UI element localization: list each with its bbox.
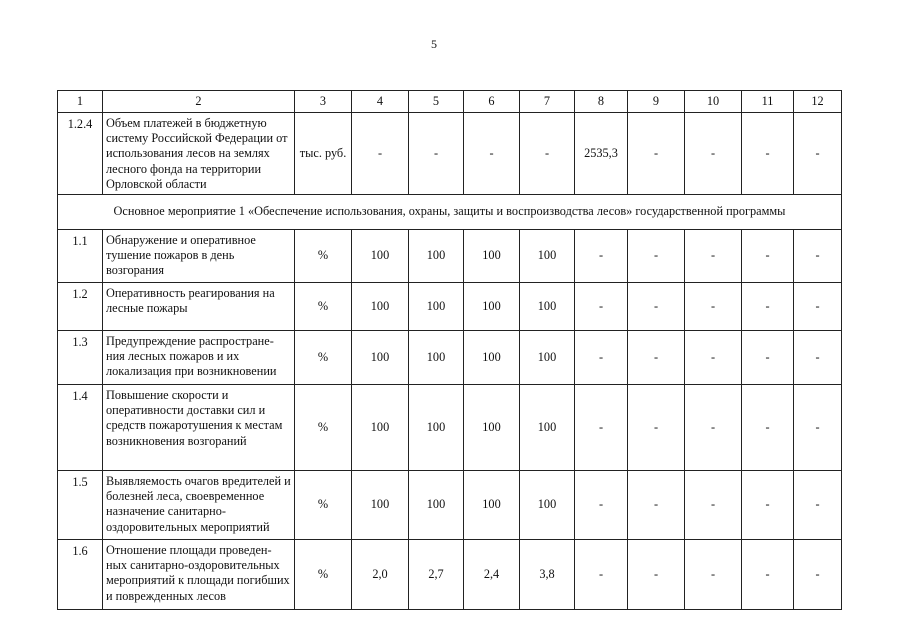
value-cell: 2,4 bbox=[464, 540, 520, 610]
value-cell: - bbox=[742, 471, 794, 540]
value-cell: - bbox=[742, 113, 794, 195]
page-number: 5 bbox=[431, 37, 437, 51]
value-cell: - bbox=[685, 283, 742, 331]
value-cell: - bbox=[464, 113, 520, 195]
value-cell: - bbox=[520, 113, 575, 195]
indicator-name: Объем платежей в бюджетную систему Российской Федерации от использования лесов на землях лесного фонда на территории Орловской области bbox=[103, 113, 295, 195]
column-header: 8 bbox=[575, 91, 628, 113]
value-cell: - bbox=[575, 283, 628, 331]
indicator-name: Предупреждение распростране-ния лесных пожаров и их локализация при возникновении bbox=[103, 331, 295, 385]
value-cell: - bbox=[794, 113, 842, 195]
column-header: 9 bbox=[628, 91, 685, 113]
unit-cell: % bbox=[295, 540, 352, 610]
value-cell: - bbox=[352, 113, 409, 195]
value-cell: 3,8 bbox=[520, 540, 575, 610]
indicator-name: Оперативность реагирования на лесные пожары bbox=[103, 283, 295, 331]
value-cell: 100 bbox=[352, 230, 409, 283]
value-cell: - bbox=[794, 471, 842, 540]
table-row bbox=[58, 331, 842, 385]
value-cell: - bbox=[685, 331, 742, 385]
table-row bbox=[58, 540, 842, 610]
indicator-name: Отношение площади проведен-ных санитарно-оздоровительных мероприятий к площади погибших и поврежденных лесов bbox=[103, 540, 295, 610]
value-cell: - bbox=[628, 283, 685, 331]
value-cell: 100 bbox=[464, 331, 520, 385]
value-cell: - bbox=[742, 540, 794, 610]
row-number: 1.2 bbox=[58, 283, 103, 331]
value-cell: - bbox=[794, 331, 842, 385]
value-cell: - bbox=[794, 283, 842, 331]
row-number: 1.1 bbox=[58, 230, 103, 283]
value-cell: - bbox=[685, 230, 742, 283]
table-row bbox=[58, 385, 842, 471]
value-cell: - bbox=[628, 331, 685, 385]
value-cell: - bbox=[794, 385, 842, 471]
row-number: 1.2.4 bbox=[58, 113, 103, 195]
value-cell: - bbox=[794, 540, 842, 610]
column-header: 10 bbox=[685, 91, 742, 113]
indicators-table bbox=[57, 90, 842, 610]
value-cell: - bbox=[628, 113, 685, 195]
value-cell: 100 bbox=[520, 385, 575, 471]
row-number: 1.5 bbox=[58, 471, 103, 540]
row-number: 1.3 bbox=[58, 331, 103, 385]
column-header: 1 bbox=[58, 91, 103, 113]
unit-cell: % bbox=[295, 331, 352, 385]
value-cell: - bbox=[742, 385, 794, 471]
value-cell: 100 bbox=[352, 283, 409, 331]
indicator-name: Выявляемость очагов вредителей и болезней леса, своевременное назначение санитарно-оздоровительных мероприятий bbox=[103, 471, 295, 540]
value-cell: 100 bbox=[520, 331, 575, 385]
unit-cell: % bbox=[295, 230, 352, 283]
value-cell: 100 bbox=[520, 471, 575, 540]
column-header: 5 bbox=[409, 91, 464, 113]
value-cell: - bbox=[628, 385, 685, 471]
section-title: Основное мероприятие 1 «Обеспечение использования, охраны, защиты и воспроизводства лесов» государственной программы bbox=[58, 195, 842, 230]
value-cell: 100 bbox=[352, 385, 409, 471]
value-cell: 100 bbox=[409, 283, 464, 331]
value-cell: 100 bbox=[352, 471, 409, 540]
value-cell: - bbox=[742, 230, 794, 283]
value-cell: 100 bbox=[409, 331, 464, 385]
column-header: 3 bbox=[295, 91, 352, 113]
value-cell: - bbox=[575, 230, 628, 283]
value-cell: - bbox=[685, 471, 742, 540]
unit-cell: тыс. руб. bbox=[295, 113, 352, 195]
value-cell: 100 bbox=[464, 471, 520, 540]
value-cell: - bbox=[409, 113, 464, 195]
row-number: 1.6 bbox=[58, 540, 103, 610]
indicator-name: Повышение скорости и оперативности доставки сил и средств пожаротушения к местам возникновения возгораний bbox=[103, 385, 295, 471]
value-cell: 2,7 bbox=[409, 540, 464, 610]
value-cell: - bbox=[628, 540, 685, 610]
value-cell: - bbox=[628, 471, 685, 540]
value-cell: 2535,3 bbox=[575, 113, 628, 195]
value-cell: - bbox=[575, 471, 628, 540]
value-cell: - bbox=[742, 283, 794, 331]
column-header: 7 bbox=[520, 91, 575, 113]
table-row bbox=[58, 230, 842, 283]
column-header: 2 bbox=[103, 91, 295, 113]
value-cell: 100 bbox=[464, 230, 520, 283]
value-cell: - bbox=[742, 331, 794, 385]
value-cell: - bbox=[685, 385, 742, 471]
value-cell: 100 bbox=[409, 230, 464, 283]
value-cell: 100 bbox=[409, 471, 464, 540]
value-cell: - bbox=[575, 385, 628, 471]
column-header: 4 bbox=[352, 91, 409, 113]
value-cell: 100 bbox=[464, 283, 520, 331]
table-row bbox=[58, 471, 842, 540]
value-cell: - bbox=[575, 331, 628, 385]
value-cell: 100 bbox=[464, 385, 520, 471]
value-cell: - bbox=[575, 540, 628, 610]
value-cell: - bbox=[628, 230, 685, 283]
indicator-name: Обнаружение и оперативное тушение пожаров в день возгорания bbox=[103, 230, 295, 283]
table-row bbox=[58, 113, 842, 195]
column-header: 11 bbox=[742, 91, 794, 113]
value-cell: - bbox=[685, 540, 742, 610]
value-cell: 100 bbox=[409, 385, 464, 471]
value-cell: 100 bbox=[520, 230, 575, 283]
table-header-row bbox=[58, 91, 842, 113]
value-cell: 100 bbox=[520, 283, 575, 331]
column-header: 6 bbox=[464, 91, 520, 113]
column-header: 12 bbox=[794, 91, 842, 113]
unit-cell: % bbox=[295, 283, 352, 331]
table-row bbox=[58, 283, 842, 331]
value-cell: - bbox=[685, 113, 742, 195]
unit-cell: % bbox=[295, 385, 352, 471]
value-cell: 2,0 bbox=[352, 540, 409, 610]
value-cell: 100 bbox=[352, 331, 409, 385]
unit-cell: % bbox=[295, 471, 352, 540]
row-number: 1.4 bbox=[58, 385, 103, 471]
section-row bbox=[58, 195, 842, 230]
value-cell: - bbox=[794, 230, 842, 283]
